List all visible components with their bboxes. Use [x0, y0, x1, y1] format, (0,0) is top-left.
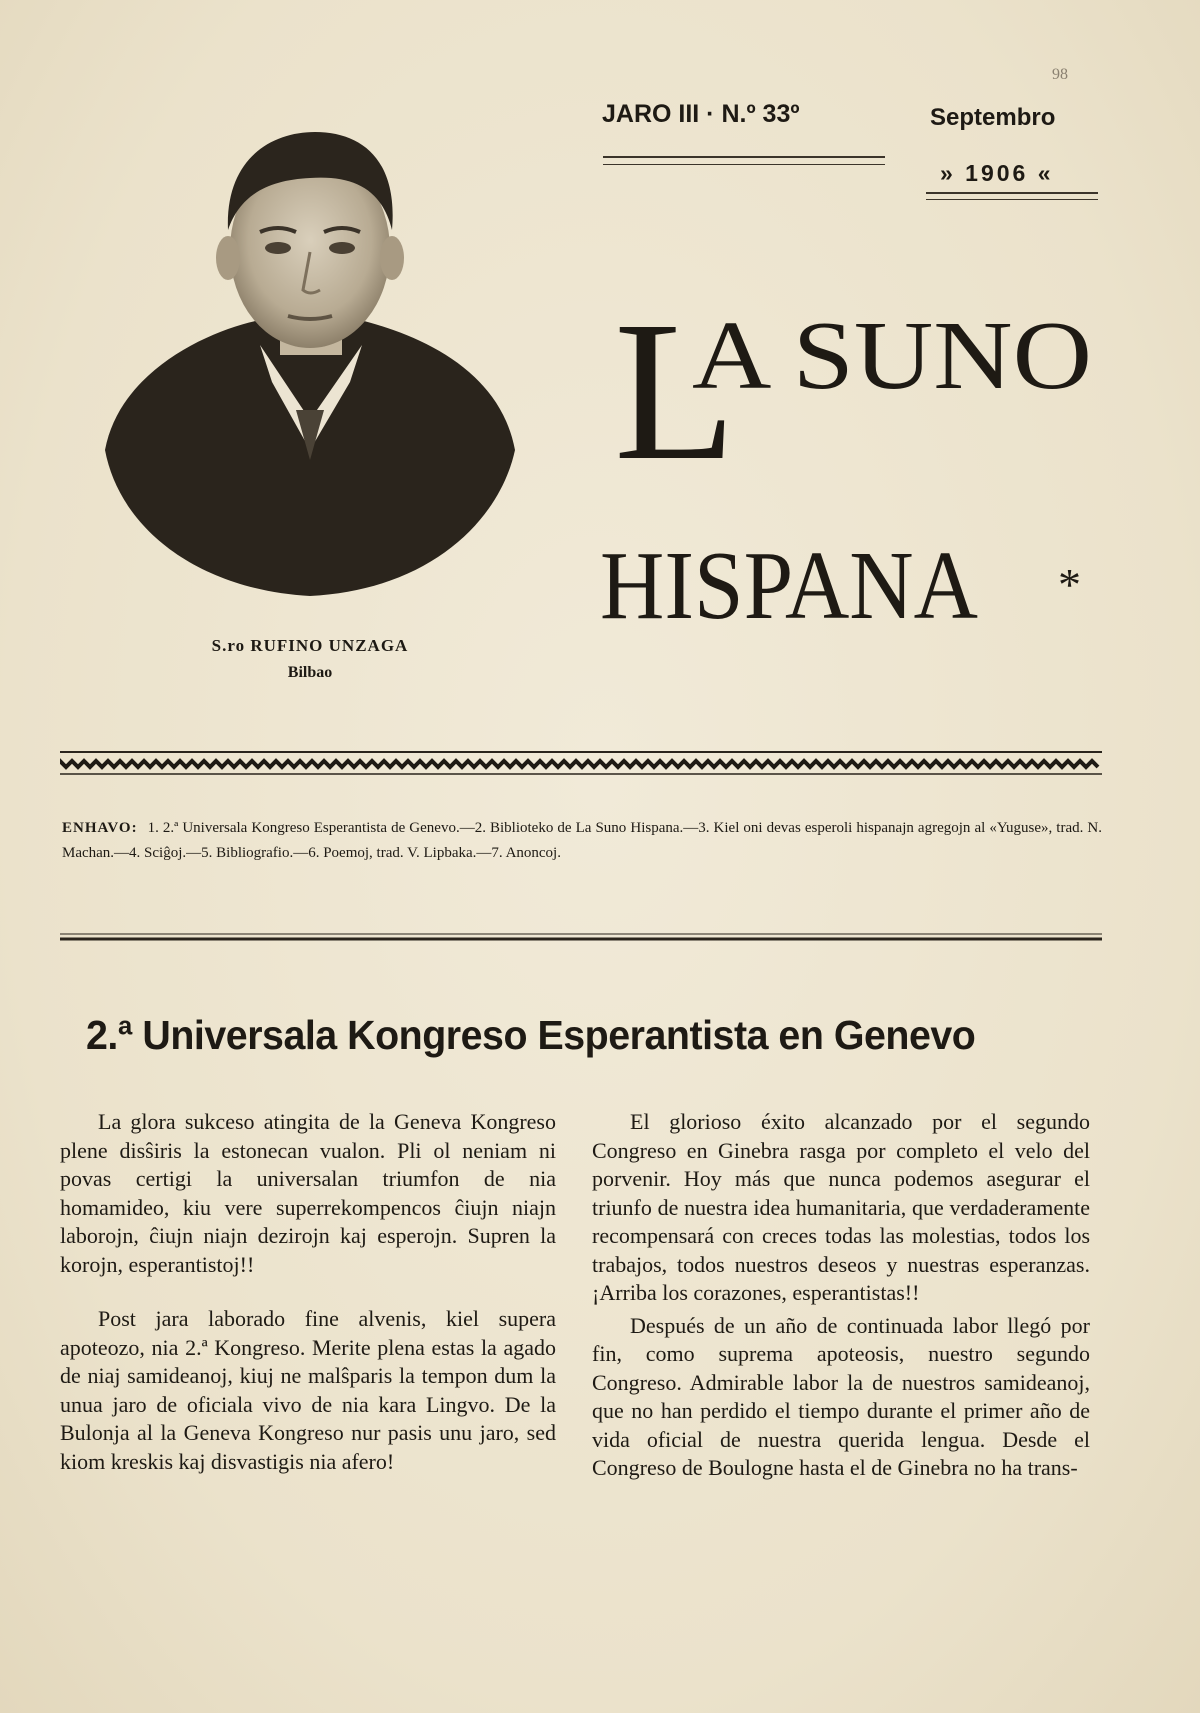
article-headline: 2.ª Universala Kongreso Esperantista en Genevo	[86, 1012, 976, 1058]
issue-year: » 1906 «	[940, 160, 1054, 186]
header-rule-thin	[603, 164, 885, 165]
title-line-1: A SUNO	[692, 302, 1092, 410]
left-column-esperanto	[60, 1108, 556, 1502]
issue-month: Septembro	[930, 104, 1056, 131]
left-paragraph-2: Post jara laborado fine alvenis, kiel supera apoteozo, nia 2.ª Kongreso. Merite plena estas la agado de niaj samideanoj, kiuj ne malŝparis la tempon dum la unua jaro de oficiala vivo de nia kara Lingvo. De la Bulonja al la Geneva Kongreso nur pasis unu jaro, sed kiom kreskis kaj disvastigis nia afero!	[60, 1306, 556, 1474]
portrait-photo	[100, 120, 520, 600]
right-column-spanish	[592, 1108, 1090, 1487]
left-paragraph-1: La glora sukceso atingita de la Geneva Kongreso plene disŝiris la estonecan vualon. Pli ol neniam ni povas certigi la universalan triumfon de nia homamideo, kiu vere superrekompencos ĉiujn niajn laborojn, ĉiujn niajn dezirojn kaj esperojn. Supren la korojn, esperantistoj!!	[60, 1109, 556, 1277]
contents-summary	[62, 816, 1102, 866]
page-number: 98	[1052, 66, 1068, 83]
issue-number: JARO III · N.º 33º	[602, 100, 800, 128]
header-rule	[603, 156, 885, 158]
issue-line	[602, 100, 1102, 129]
portrait-caption-city: Bilbao	[287, 664, 333, 681]
wavy-separator	[60, 748, 1102, 784]
year-rule	[926, 192, 1098, 194]
right-paragraph-1: El glorioso éxito alcanzado por el segundo Congreso en Ginebra rasga por completo el velo del porvenir. Hoy más que nunca podemos asegurar el triunfo de nuestra idea humanitaria, que verdaderamente recompensará con creces todas las molestias, todos los trabajos, todos nuestros deseos y nuestras esperanzas. ¡Arriba los corazones, esperantistas!!	[592, 1109, 1090, 1305]
contents-text: 1. 2.ª Universala Kongreso Esperantista de Genevo.—2. Biblioteko de La Suno Hispana.—3. Kiel oni devas esperoli hispanajn agregojn al «Yuguse», trad. N. Machan.—4. Sciĝoj.—5. Bibliografio.—6. Poemoj, trad. V. Lipbaka.—7. Anoncoj.	[62, 820, 1102, 861]
title-line-2: HISPANA	[600, 532, 979, 640]
right-paragraph-2: Después de un año de continuada labor llegó por fin, como suprema apoteosis, nuestro segundo Congreso. Admirable labor la de nuestros samideanoj, que no han perdido el tiempo durante el primer año de vida oficial de nuestra querida lengua. Desde el Congreso de Boulogne hasta el de Ginebra no ha trans-	[592, 1312, 1090, 1480]
contents-label: ENHAVO:	[62, 820, 138, 836]
title-big-L: L	[614, 281, 737, 502]
year-rule-thin	[926, 199, 1098, 200]
summary-rule	[60, 932, 1102, 942]
portrait-caption-name: S.ro RUFINO UNZAGA	[211, 636, 409, 655]
title-star: *	[1058, 559, 1081, 610]
masthead-title	[600, 270, 1100, 640]
